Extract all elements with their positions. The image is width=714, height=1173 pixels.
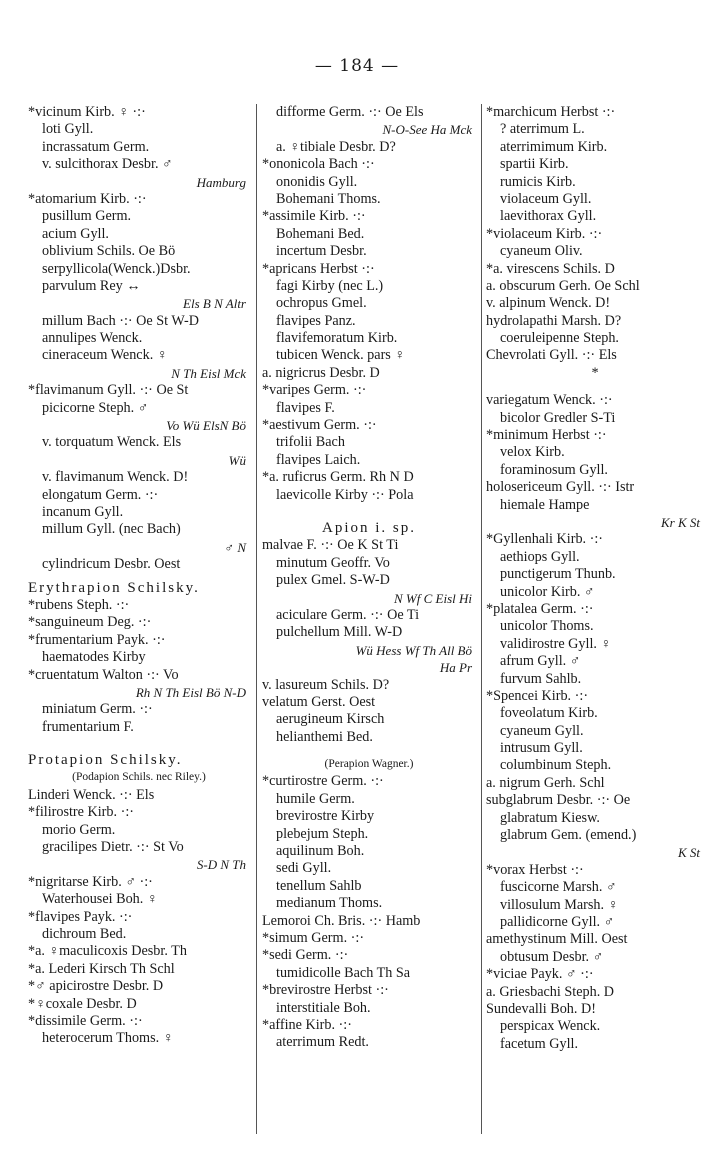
- catalog-entry: velox Kirb.: [500, 444, 565, 461]
- catalog-entry: v. alpinum Wenck. D!: [486, 295, 611, 312]
- catalog-entry: amethystinum Mill. Oest: [486, 931, 628, 948]
- catalog-entry: brevirostre Kirby: [276, 808, 375, 825]
- catalog-entry: *♂ apicirostre Desbr. D: [28, 978, 164, 995]
- catalog-entry: *rubens Steph. ·:·: [28, 596, 130, 613]
- catalog-entry: *cruentatum Walton ·:· Vo: [28, 666, 179, 683]
- catalog-entry: *♀coxale Desbr. D: [28, 995, 137, 1012]
- catalog-entry: unicolor Kirb. ♂: [500, 583, 595, 600]
- catalog-entry: *sedi Germ. ·:·: [262, 947, 349, 964]
- catalog-entry: annulipes Wenck.: [42, 330, 143, 347]
- catalog-entry: acium Gyll.: [42, 225, 109, 242]
- catalog-entry: [262, 504, 476, 514]
- catalog-entry: loti Gyll.: [42, 121, 94, 138]
- catalog-entry: *a. ruficrus Germ. Rh N D: [262, 469, 414, 486]
- catalog-entry: laevithorax Gyll.: [500, 208, 597, 225]
- catalog-entry: *a. virescens Schils. D: [486, 260, 615, 277]
- catalog-entry: v. torquatum Wenck. Els: [42, 434, 182, 451]
- catalog-entry: cyaneum Gyll.: [500, 722, 584, 739]
- column-divider: [256, 104, 257, 1134]
- catalog-entry: gracilipes Dietr. ·:· St Vo: [42, 839, 184, 856]
- catalog-entry: interstitiale Boh.: [276, 999, 371, 1016]
- catalog-entry: a. ♀tibiale Desbr. D?: [276, 138, 396, 155]
- catalog-entry: hiemale Hampe: [500, 496, 590, 513]
- catalog-entry: *platalea Germ. ·:·: [486, 600, 594, 617]
- catalog-entry: humile Germ.: [276, 790, 355, 807]
- catalog-entry: sedi Gyll.: [276, 860, 332, 877]
- catalog-entry: Bohemani Bed.: [276, 225, 365, 242]
- catalog-entry: variegatum Wenck. ·:·: [486, 392, 613, 409]
- catalog-entry: *dissimile Germ. ·:·: [28, 1012, 143, 1029]
- catalog-entry: foraminosum Gyll.: [500, 461, 608, 478]
- catalog-entry: miniatum Germ. ·:·: [42, 701, 153, 718]
- catalog-entry: S-D N Th: [196, 857, 246, 873]
- catalog-entry: glabrum Gem. (emend.): [500, 827, 637, 844]
- page-number: — 184 —: [314, 56, 400, 76]
- catalog-entry: villosulum Marsh. ♀: [500, 896, 619, 913]
- catalog-entry: aciculare Germ. ·:· Oe Ti: [276, 606, 420, 623]
- catalog-entry: flavipes Laich.: [276, 451, 361, 468]
- catalog-entry: rumicis Kirb.: [500, 173, 576, 190]
- catalog-entry: *varipes Germ. ·:·: [262, 382, 367, 399]
- catalog-entry: afrum Gyll. ♂: [500, 653, 581, 670]
- catalog-entry: morio Germ.: [42, 821, 116, 838]
- catalog-entry: tumidicolle Bach Th Sa: [276, 964, 411, 981]
- catalog-entry: cyaneum Oliv.: [500, 243, 583, 260]
- catalog-entry: fagi Kirby (nec L.): [276, 277, 384, 294]
- catalog-entry: pulex Gmel. S-W-D: [276, 572, 390, 589]
- catalog-entry: ? aterrimum L.: [500, 121, 585, 138]
- catalog-entry: serpyllicola(Wenck.)Dsbr.: [42, 260, 191, 277]
- catalog-entry: medianum Thoms.: [276, 895, 383, 912]
- catalog-entry: [28, 736, 250, 746]
- catalog-entry: a. nigrum Gerh. Schl: [486, 774, 605, 791]
- catalog-entry: N-O-See Ha Mck: [382, 122, 472, 138]
- catalog-entry: Kr K St: [660, 514, 700, 530]
- catalog-entry: aethiops Gyll.: [500, 548, 580, 565]
- catalog-entry: holosericeum Gyll. ·:· Istr: [486, 479, 635, 496]
- section-heading: Protapion Schilsky.: [28, 752, 183, 769]
- catalog-entry: aterrimum Redt.: [276, 1034, 369, 1051]
- catalog-entry: (Perapion Wagner.): [324, 758, 414, 771]
- catalog-entry: heterocerum Thoms. ♀: [42, 1030, 174, 1047]
- catalog-entry: glabratum Kiesw.: [500, 809, 600, 826]
- catalog-entry: aterrimimum Kirb.: [500, 138, 608, 155]
- catalog-entry: spartii Kirb.: [500, 156, 569, 173]
- catalog-entry: *apricans Herbst ·:·: [262, 260, 375, 277]
- catalog-entry: ononidis Gyll.: [276, 173, 358, 190]
- catalog-entry: intrusum Gyll.: [500, 740, 583, 757]
- catalog-entry: violaceum Gyll.: [500, 190, 592, 207]
- catalog-entry: *affine Kirb. ·:·: [262, 1016, 352, 1033]
- catalog-entry: incrassatum Germ.: [42, 138, 150, 155]
- catalog-entry: columbinum Steph.: [500, 757, 612, 774]
- catalog-entry: foveolatum Kirb.: [500, 705, 598, 722]
- catalog-entry: Ha Pr: [439, 660, 472, 676]
- catalog-entry: *sanguineum Deg. ·:·: [28, 614, 152, 631]
- catalog-entry: incanum Gyll.: [42, 503, 124, 520]
- catalog-entry: *frumentarium Payk. ·:·: [28, 631, 166, 648]
- section-heading: Erythrapion Schilsky.: [28, 579, 200, 596]
- catalog-entry: Wü: [228, 452, 246, 468]
- catalog-entry: tenellum Sahlb: [276, 877, 362, 894]
- catalog-entry: velatum Gerst. Oest: [262, 693, 376, 710]
- catalog-entry: Lemoroi Ch. Bris. ·:· Hamb: [262, 912, 421, 929]
- catalog-entry: unicolor Thoms.: [500, 618, 594, 635]
- catalog-entry: N Th Eisl Mck: [171, 365, 246, 381]
- catalog-entry: Chevrolati Gyll. ·:· Els: [486, 347, 617, 364]
- catalog-entry: pusillum Germ.: [42, 208, 132, 225]
- column-2: [262, 104, 476, 1052]
- catalog-entry: frumentarium F.: [42, 718, 134, 735]
- catalog-entry: subglabrum Desbr. ·:· Oe: [486, 792, 631, 809]
- catalog-entry: v. sulcithorax Desbr. ♂: [42, 156, 173, 173]
- catalog-entry: bicolor Gredler S-Ti: [500, 409, 616, 426]
- catalog-entry: *: [591, 364, 599, 381]
- catalog-entry: validirostre Gyll. ♀: [500, 635, 612, 652]
- catalog-entry: dichroum Bed.: [42, 925, 127, 942]
- catalog-entry: helianthemi Bed.: [276, 728, 373, 745]
- catalog-entry: [486, 382, 704, 392]
- catalog-entry: tubicen Wenck. pars ♀: [276, 347, 406, 364]
- catalog-entry: *viciae Payk. ♂ ·:·: [486, 966, 594, 983]
- catalog-entry: Linderi Wenck. ·:· Els: [28, 786, 155, 803]
- catalog-entry: Waterhousei Boh. ♀: [42, 891, 158, 908]
- catalog-entry: *curtirostre Germ. ·:·: [262, 773, 384, 790]
- catalog-entry: a. nigricrus Desbr. D: [262, 364, 380, 381]
- catalog-entry: *assimile Kirb. ·:·: [262, 208, 366, 225]
- catalog-entry: minutum Geoffr. Vo: [276, 554, 390, 571]
- catalog-entry: *Spencei Kirb. ·:·: [486, 687, 589, 704]
- catalog-entry: parvulum Rey ↔: [42, 277, 141, 294]
- catalog-entry: millum Gyll. (nec Bach): [42, 521, 181, 538]
- catalog-entry: pulchellum Mill. W-D: [276, 624, 403, 641]
- catalog-entry: Rh N Th Eisl Bö N-D: [135, 684, 246, 700]
- catalog-entry: flavipes Panz.: [276, 312, 356, 329]
- catalog-entry: furvum Sahlb.: [500, 670, 582, 687]
- section-heading: Apion i. sp.: [321, 519, 416, 536]
- catalog-entry: Els B N Altr: [183, 296, 246, 312]
- catalog-entry: Bohemani Thoms.: [276, 190, 381, 207]
- catalog-entry: perspicax Wenck.: [500, 1018, 601, 1035]
- catalog-entry: *atomarium Kirb. ·:·: [28, 190, 147, 207]
- catalog-entry: fuscicorne Marsh. ♂: [500, 879, 617, 896]
- catalog-entry: cylindricum Desbr. Oest: [42, 556, 181, 573]
- catalog-entry: laevicolle Kirby ·:· Pola: [276, 486, 414, 503]
- catalog-entry: difforme Germ. ·:· Oe Els: [276, 104, 424, 120]
- catalog-entry: picicorne Steph. ♂: [42, 399, 149, 416]
- catalog-entry: obtusum Desbr. ♂: [500, 948, 604, 965]
- catalog-entry: Hamburg: [196, 174, 246, 190]
- catalog-entry: v. flavimanum Wenck. D!: [42, 469, 189, 486]
- catalog-entry: *violaceum Kirb. ·:·: [486, 225, 603, 242]
- column-divider: [481, 104, 482, 1134]
- catalog-entry: aerugineum Kirsch: [276, 711, 385, 728]
- catalog-entry: oblivium Schils. Oe Bö: [42, 243, 176, 260]
- catalog-entry: Sundevalli Boh. D!: [486, 1000, 596, 1017]
- catalog-entry: *marchicum Herbst ·:·: [486, 104, 616, 120]
- catalog-entry: plebejum Steph.: [276, 825, 369, 842]
- catalog-entry: *aestivum Germ. ·:·: [262, 417, 377, 434]
- catalog-entry: *a. Lederi Kirsch Th Schl: [28, 960, 175, 977]
- catalog-entry: hydrolapathi Marsh. D?: [486, 312, 622, 329]
- catalog-entry: punctigerum Thunb.: [500, 566, 616, 583]
- column-3: [486, 104, 704, 1053]
- catalog-entry: a. obscurum Gerh. Oe Schl: [486, 277, 640, 294]
- catalog-entry: *vorax Herbst ·:·: [486, 861, 584, 878]
- catalog-entry: facetum Gyll.: [500, 1035, 579, 1052]
- catalog-entry: v. lasureum Schils. D?: [262, 676, 390, 693]
- catalog-entry: ochropus Gmel.: [276, 295, 367, 312]
- catalog-entry: *brevirostre Herbst ·:·: [262, 982, 389, 999]
- catalog-entry: *filirostre Kirb. ·:·: [28, 804, 134, 821]
- column-1: [28, 104, 250, 1048]
- catalog-entry: elongatum Germ. ·:·: [42, 486, 159, 503]
- catalog-entry: N Wf C Eisl Hi: [393, 590, 472, 606]
- catalog-entry: *flavipes Payk. ·:·: [28, 908, 133, 925]
- catalog-entry: *simum Germ. ·:·: [262, 929, 365, 946]
- catalog-entry: [262, 746, 476, 756]
- catalog-entry: *nigritarse Kirb. ♂ ·:·: [28, 873, 153, 890]
- catalog-entry: Wü Hess Wf Th All Bö: [355, 642, 472, 658]
- catalog-entry: ♂ N: [224, 539, 246, 555]
- catalog-entry: flavipes F.: [276, 399, 335, 416]
- catalog-entry: cineraceum Wenck. ♀: [42, 347, 168, 364]
- catalog-entry: flavifemoratum Kirb.: [276, 330, 398, 347]
- catalog-entry: (Podapion Schils. nec Riley.): [72, 771, 206, 784]
- catalog-entry: haematodes Kirby: [42, 649, 146, 666]
- catalog-entry: trifolii Bach: [276, 434, 345, 451]
- catalog-entry: aquilinum Boh.: [276, 843, 365, 860]
- catalog-entry: *flavimanum Gyll. ·:· Oe St: [28, 382, 189, 399]
- catalog-entry: millum Bach ·:· Oe St W-D: [42, 312, 199, 329]
- catalog-entry: Vo Wü ElsN Bö: [166, 418, 246, 434]
- catalog-entry: coeruleipenne Steph.: [500, 330, 619, 347]
- catalog-entry: K St: [677, 845, 700, 861]
- catalog-entry: *vicinum Kirb. ♀ ·:·: [28, 104, 146, 120]
- catalog-entry: *a. ♀maculicoxis Desbr. Th: [28, 943, 187, 960]
- catalog-entry: *minimum Herbst ·:·: [486, 427, 607, 444]
- catalog-entry: malvae F. ·:· Oe K St Ti: [262, 537, 399, 554]
- catalog-entry: *ononicola Bach ·:·: [262, 156, 375, 173]
- catalog-entry: a. Griesbachi Steph. D: [486, 983, 615, 1000]
- catalog-entry: incertum Desbr.: [276, 243, 367, 260]
- catalog-entry: pallidicorne Gyll. ♂: [500, 913, 615, 930]
- catalog-entry: *Gyllenhali Kirb. ·:·: [486, 531, 604, 548]
